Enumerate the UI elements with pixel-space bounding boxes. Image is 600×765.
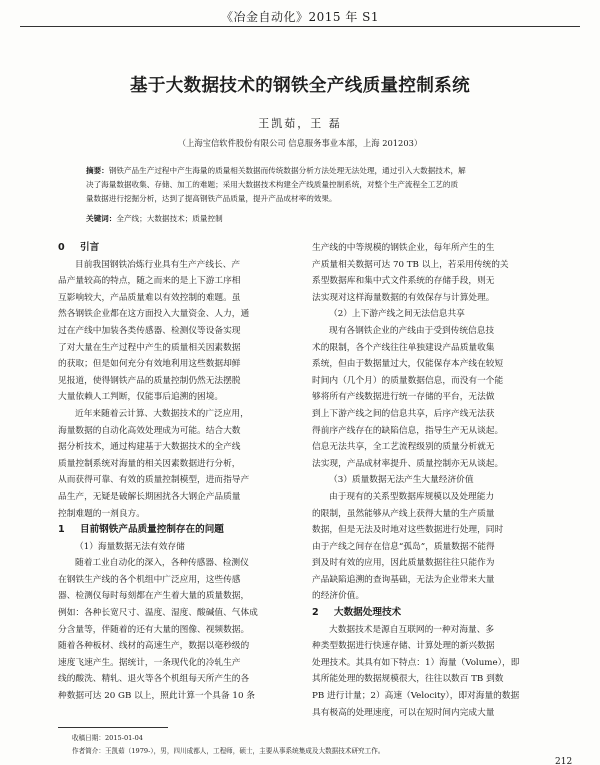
- section-heading: 0 引言: [58, 242, 100, 253]
- header-rule: [20, 26, 580, 27]
- body-line: 产质量相关数据可达 70 TB 以上，若采用传统的关: [312, 259, 509, 270]
- body-line: 的限制，虽然能够从产线上获得大量的生产质量: [312, 508, 495, 519]
- body-line: 法实现，产品成材率提升、质量控制亦无从谈起。: [312, 458, 504, 469]
- body-line: PB 进行计量；2）高速（Velocity），即对海量的数据: [312, 691, 520, 702]
- body-line: 时间内（几个月）的质量数据信息，而没有一个能: [312, 375, 504, 386]
- page-number: 212: [555, 757, 573, 765]
- section-heading: 1 目前钢铁产品质量控制存在的问题: [58, 524, 224, 536]
- body-line: 随着工业自动化的深入，各种传感器、检测仪: [75, 558, 249, 569]
- body-line: 近年来随着云计算、大数据技术的广泛应用，: [75, 408, 249, 419]
- keywords: [86, 213, 556, 224]
- body-line: 大数据技术是源自互联网的一种对海量、多: [329, 624, 495, 635]
- body-line: 控制难题的一剂良方。: [58, 508, 145, 519]
- body-line: 的经济价值。: [312, 591, 365, 602]
- body-line: 质量控制系统对海量的相关因素数据进行分析，: [58, 458, 241, 469]
- body-line: 处理技术。其具有如下特点：1）海量（Volume），即: [312, 657, 520, 668]
- body-line: 据分析技术，通过构建基于大数据技术的全产线: [58, 442, 241, 453]
- body-line: 目前我国钢铁冶炼行业具有生产产线长、产: [75, 259, 241, 270]
- body-line: 术的限制，各个产线往往单独建设产品质量收集: [312, 342, 495, 353]
- body-line: 在钢铁生产线的各个机组中广泛应用，这些传感: [58, 574, 241, 585]
- left-column: [58, 240, 324, 705]
- right-column: [312, 240, 578, 721]
- body-line: 得前序产线存在的缺陷信息，指导生产无从谈起。: [312, 425, 504, 436]
- abstract-line: 量数据进行挖掘分析，达到了提高钢铁产品质量，提升产品成材率的效果。: [86, 194, 337, 203]
- body-line: 分含量等，伴随着的还有大量的图像、视频数据。: [58, 624, 250, 635]
- body-line: 随着各种板材、线材的高速生产，数据以毫秒级的: [58, 641, 250, 652]
- abstract-label: 摘要：: [86, 166, 109, 175]
- body-line: 产品缺陷追溯的查询基础，无法为企业带来大量: [312, 574, 495, 585]
- body-line: 然各钢铁企业都在这方面投入大量资金、人力，通: [58, 309, 250, 320]
- footnote-rule: [58, 727, 168, 728]
- affiliation: （上海宝信软件股份有限公司 信息服务事业本部，上海 201203）: [177, 138, 423, 148]
- running-head: 《冶金自动化》2015 年 S1: [220, 10, 380, 24]
- abstract: [86, 164, 556, 206]
- body-line: 到上下游产线之间的信息共享，后序产线无法获: [312, 408, 495, 419]
- keywords-text: 全产线；大数据技术；质量控制: [116, 214, 223, 223]
- body-line: 线的酸洗、精轧、退火等各个机组每天所产生的各: [58, 674, 250, 685]
- body-line: 够将所有产线数据进行统一存储的平台，无法做: [312, 392, 495, 403]
- keywords-label: 关键词：: [86, 214, 117, 223]
- subsection-heading: （1）海量数据无法有效存储: [75, 541, 185, 552]
- body-line: 系统，但由于数据量过大，仅能保存本产线在较短: [312, 359, 504, 370]
- body-line: 种数据可达 20 GB 以上，照此计算一个具备 10 条: [58, 691, 255, 702]
- footnote-author: 作者简介：王凯茹（1979-），男，四川成都人，工程师，硕士，主要从事系统集成及大数据技术研究工作。: [72, 747, 385, 755]
- body-line: 海量数据的自动化高效处理成为可能。结合大数: [58, 425, 241, 436]
- paper-title: 基于大数据技术的钢铁全产线质量控制系统: [129, 76, 471, 96]
- body-line: 现有各钢铁企业的产线由于受到传统信息技: [329, 325, 495, 336]
- body-line: 了对大量在生产过程中产生的质量相关因素数据: [58, 342, 241, 353]
- section-heading: 2 大数据处理技术: [312, 607, 402, 619]
- body-line: 从而获得可靠、有效的质量控制模型，进而指导产: [58, 475, 250, 486]
- body-line: 种类型数据进行快速存储、计算处理的新兴数据: [312, 641, 495, 652]
- subsection-heading: （3）质量数据无法产生大量经济价值: [329, 475, 474, 486]
- subsection-heading: （2）上下游产线之间无法信息共享: [329, 309, 465, 320]
- body-line: 系型数据库和集中式文件系统的存储手段，则无: [312, 276, 495, 287]
- body-line: 信息无法共享，全工艺流程级别的质量分析就无: [312, 442, 495, 453]
- body-line: 由于现有的关系型数据库规模以及处理能力: [329, 491, 495, 502]
- body-line: 到及时有效的应用，因此质量数据往往只能作为: [312, 558, 495, 569]
- body-line: 由于产线之间存在信息“孤岛”，质量数据不能得: [312, 541, 495, 552]
- body-line: 例如：各种长宽尺寸、温度、湿度、酸碱值、气体成: [58, 608, 258, 619]
- body-line: 大量依赖人工判断，仅能事后追溯的困境。: [58, 392, 224, 403]
- body-line: 生产线的中等规模的钢铁企业，每年所产生的生: [312, 243, 495, 253]
- body-line: 其所能处理的数据规模很大，往往以数百 TB 到数: [312, 674, 504, 685]
- body-line: 器、检测仪每时每刻都在产生着大量的质量数据，: [58, 591, 250, 602]
- footnote-received: 收稿日期：2015-01-04: [72, 734, 143, 742]
- body-line: 法实现对这样海量数据的有效保存与计算处理。: [312, 292, 495, 303]
- abstract-line: 摘要：钢铁产品生产过程中产生海量的质量相关数据而传统数据分析方法处理无法处理，通过引入大数据技术，解: [86, 166, 466, 175]
- abstract-line: 决了海量数据收集、存储、加工的难题；采用大数据技术构建全产线质量控制系统，对整个生产流程全工艺的质: [86, 180, 459, 189]
- body-line: 具有极高的处理速度，可以在短时间内完成大量: [312, 707, 495, 718]
- authors: 王凯茹，王 磊: [258, 117, 342, 130]
- body-line: 过在产线中加装各类传感器、检测仪等设备实现: [58, 325, 241, 336]
- body-line: 数据，但是无法及时地对这些数据进行处理，同时: [312, 525, 504, 536]
- body-line: 品生产，无疑是破解长期困扰各大钢企产品质量: [58, 491, 241, 502]
- body-line: 品产量较高的特点，随之而来的是上下游工序相: [58, 276, 241, 287]
- body-line: 见报道，使得钢铁产品的质量控制仍然无法摆脱: [58, 375, 241, 386]
- body-line: 互影响较大，产品质量难以有效控制的难题。虽: [58, 292, 241, 303]
- body-line: 速度飞速产生。据统计，一条现代化的冷轧生产: [58, 657, 241, 668]
- body-line: 的获取；但是如何充分有效地利用这些数据却鲜: [58, 359, 241, 370]
